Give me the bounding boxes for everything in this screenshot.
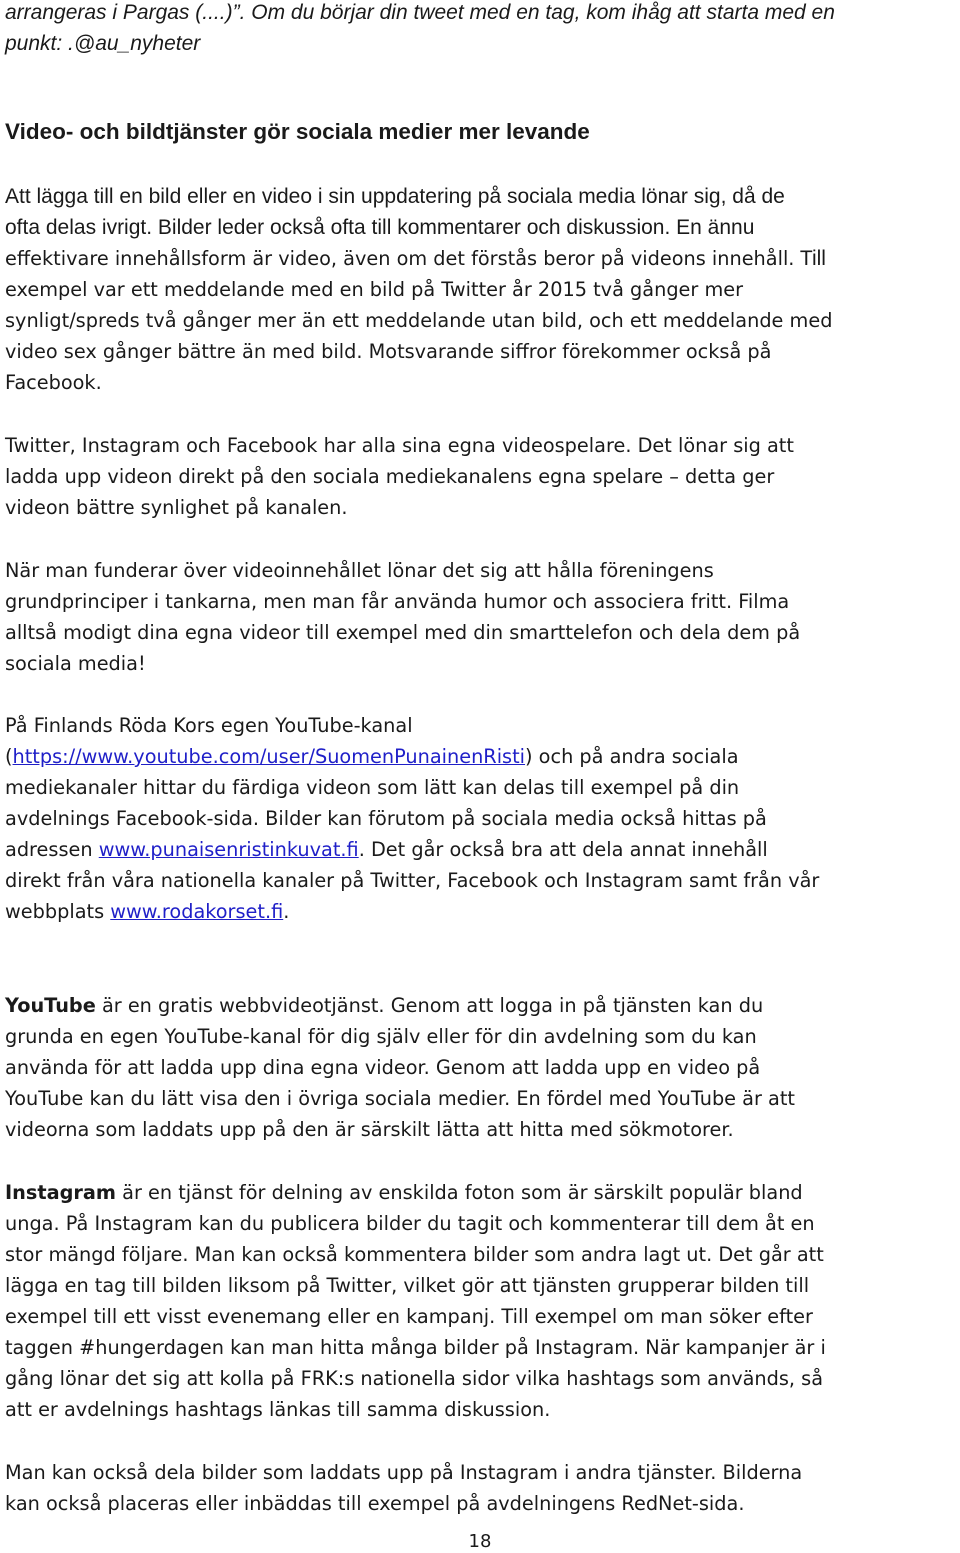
text-line: använda för att ladda upp dina egna videor. Genom att ladda upp en video på — [5, 1056, 761, 1079]
text-line: YouTube är en gratis webbvideotjänst. Genom att logga in på tjänsten kan du — [5, 994, 764, 1017]
text-line: kan också placeras eller inbäddas till exempel på avdelningens RedNet-sida. — [5, 1492, 745, 1515]
paragraph-video-images — [5, 181, 832, 398]
text-line: På Finlands Röda Kors egen YouTube-kanal — [5, 714, 413, 737]
punaisenristinkuvat-link[interactable]: www.punaisenristinkuvat.fi — [98, 838, 359, 861]
text-line: exempel till ett visst evenemang eller en kampanj. Till exempel om man söker efter — [5, 1305, 813, 1328]
text-line: Man kan också dela bilder som laddats upp på Instagram i andra tjänster. Bilderna — [5, 1461, 803, 1484]
text-line: Att lägga till en bild eller en video i sin uppdatering på sociala media lönar sig, då de — [5, 185, 785, 208]
text-line: effektivare innehållsform är video, även om det förstås beror på videons innehåll. Till — [5, 247, 826, 270]
intro-line: punkt: .@au_nyheter — [5, 32, 201, 55]
section-heading: Video- och bildtjänster gör sociala medier mer levande — [5, 119, 590, 144]
text-line: taggen #hungerdagen kan man hitta många bilder på Instagram. När kampanjer är i — [5, 1336, 826, 1359]
paragraph-sharing — [5, 1457, 802, 1519]
intro-paragraph — [5, 0, 835, 59]
paragraph-channels — [5, 710, 819, 927]
text-line: Instagram är en tjänst för delning av enskilda foton som är särskilt populär bland — [5, 1181, 803, 1204]
text-line: exempel var ett meddelande med en bild på Twitter år 2015 två gånger mer — [5, 278, 744, 301]
text-line: (https://www.youtube.com/user/SuomenPunainenRisti) och på andra sociala — [5, 745, 739, 768]
text-line: sociala media! — [5, 652, 146, 675]
text-line: ofta delas ivrigt. Bilder leder också ofta till kommentarer och diskussion. En ännu — [5, 216, 755, 239]
paragraph-youtube — [5, 990, 795, 1145]
text-line: När man funderar över videoinnehållet lönar det sig att hålla föreningens — [5, 559, 714, 582]
youtube-channel-link[interactable]: https://www.youtube.com/user/SuomenPunainenRisti — [12, 745, 526, 768]
text-line: synligt/spreds två gånger mer än ett meddelande utan bild, och ett meddelande med — [5, 309, 833, 332]
paragraph-instagram — [5, 1177, 826, 1425]
rodakorset-link[interactable]: www.rodakorset.fi — [110, 900, 284, 923]
text-line: video sex gånger bättre än med bild. Motsvarande siffror förekommer också på — [5, 340, 772, 363]
text-line: YouTube kan du lätt visa den i övriga sociala medier. En fördel med YouTube är att — [5, 1087, 795, 1110]
text-line: lägga en tag till bilden liksom på Twitter, vilket gör att tjänsten grupperar bilden till — [5, 1274, 810, 1297]
text-line: videon bättre synlighet på kanalen. — [5, 496, 348, 519]
text-line: videorna som laddats upp på den är särskilt lätta att hitta med sökmotorer. — [5, 1118, 734, 1141]
text-line: mediekanaler hittar du färdiga videon som lätt kan delas till exempel på din — [5, 776, 740, 799]
text-line: unga. På Instagram kan du publicera bilder du tagit och kommenterar till dem åt en — [5, 1212, 815, 1235]
page-number: 18 — [468, 1531, 492, 1552]
text-line: Twitter, Instagram och Facebook har alla sina egna videospelare. Det lönar sig att — [5, 434, 794, 457]
text-line: webbplats www.rodakorset.fi. — [5, 900, 290, 923]
text-line: grundprinciper i tankarna, men man får använda humor och associera fritt. Filma — [5, 590, 790, 613]
paragraph-video-players — [5, 430, 794, 523]
text-line: stor mängd följare. Man kan också kommentera bilder som andra lagt ut. Det går att — [5, 1243, 824, 1266]
text-line: adressen www.punaisenristinkuvat.fi. Det går också bra att dela annat innehåll — [5, 838, 768, 861]
text-line: alltså modigt dina egna videor till exempel med din smarttelefon och dela dem på — [5, 621, 801, 644]
text-line: avdelnings Facebook-sida. Bilder kan förutom på sociala media också hittas på — [5, 807, 767, 830]
intro-line: arrangeras i Pargas (....)”. Om du börjar din tweet med en tag, kom ihåg att starta med en — [5, 1, 835, 24]
term-youtube: YouTube — [5, 994, 96, 1017]
text-line: grunda en egen YouTube-kanal för dig själv eller för din avdelning som du kan — [5, 1025, 757, 1048]
paragraph-video-content — [5, 555, 800, 679]
text-line: direkt från våra nationella kanaler på Twitter, Facebook och Instagram samt från vår — [5, 869, 820, 892]
text-line: Facebook. — [5, 371, 102, 394]
text-line: att er avdelnings hashtags länkas till samma diskussion. — [5, 1398, 551, 1421]
term-instagram: Instagram — [5, 1181, 117, 1204]
text-line: ladda upp videon direkt på den sociala mediekanalens egna spelare – detta ger — [5, 465, 775, 488]
text-line: gång lönar det sig att kolla på FRK:s nationella sidor vilka hashtags som används, så — [5, 1367, 824, 1390]
